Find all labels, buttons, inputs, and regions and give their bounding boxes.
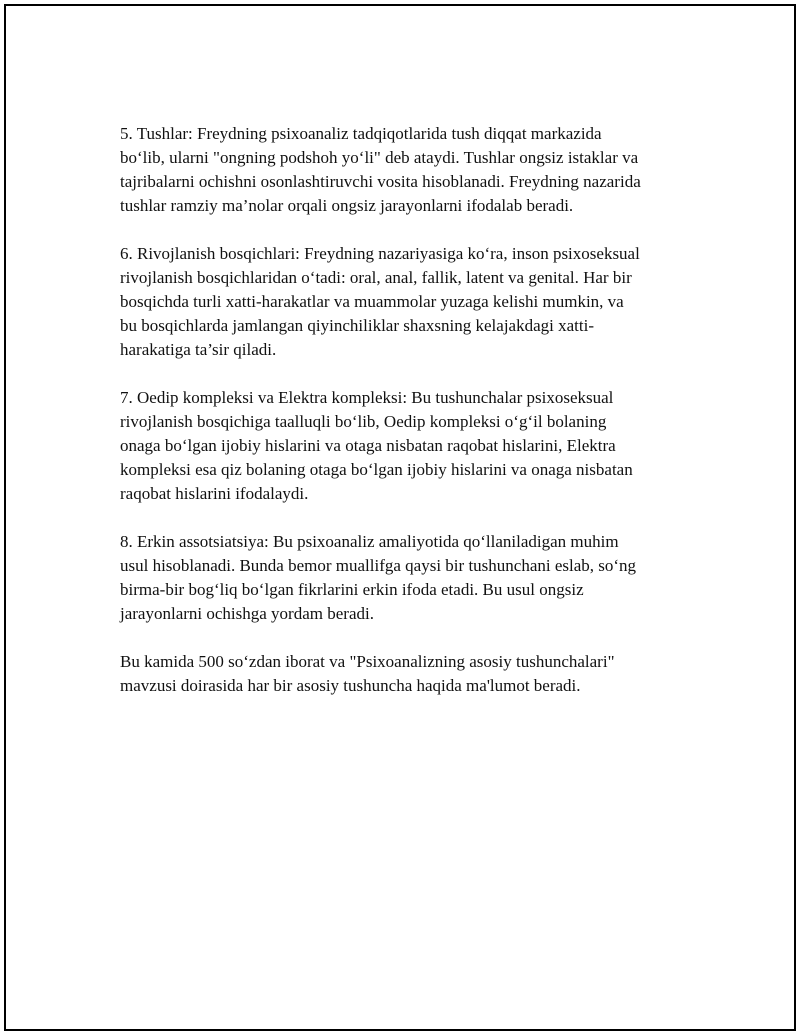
text-line: Bu kamida 500 so‘zdan iborat va "Psixoanalizning asosiy tushunchalari" <box>120 652 615 671</box>
text-line: tajribalarni ochishni osonlashtiruvchi vosita hisoblanadi. Freydning nazarida <box>120 172 641 191</box>
paragraph-free-association <box>120 530 700 626</box>
text-line: birma-bir bog‘liq bo‘lgan fikrlarini erkin ifoda etadi. Bu usul ongsiz <box>120 580 584 599</box>
paragraph-oedipus-electra <box>120 386 700 506</box>
text-line: bu bosqichlarda jamlangan qiyinchiliklar shaxsning kelajakdagi xatti- <box>120 316 594 335</box>
text-line: rivojlanish bosqichiga taalluqli bo‘lib, Oedip kompleksi o‘g‘il bolaning <box>120 412 607 431</box>
text-line: tushlar ramziy ma’nolar orqali ongsiz jarayonlarni ifodalab beradi. <box>120 196 574 215</box>
text-line: raqobat hislarini ifodalaydi. <box>120 484 309 503</box>
paragraph-summary <box>120 650 700 698</box>
document-page <box>4 4 796 1031</box>
text-line: kompleksi esa qiz bolaning otaga bo‘lgan ijobiy hislarini va onaga nisbatan <box>120 460 633 479</box>
text-line: mavzusi doirasida har bir asosiy tushuncha haqida ma'lumot beradi. <box>120 676 581 695</box>
paragraph-dreams <box>120 122 700 218</box>
text-line: 5. Tushlar: Freydning psixoanaliz tadqiqotlarida tush diqqat markazida <box>120 124 602 143</box>
text-line: harakatiga ta’sir qiladi. <box>120 340 277 359</box>
text-line: rivojlanish bosqichlaridan o‘tadi: oral, anal, fallik, latent va genital. Har bir <box>120 268 632 287</box>
text-line: onaga bo‘lgan ijobiy hislarini va otaga nisbatan raqobat hislarini, Elektra <box>120 436 616 455</box>
text-line: 6. Rivojlanish bosqichlari: Freydning nazariyasiga ko‘ra, inson psixoseksual <box>120 244 640 263</box>
text-line: bo‘lib, ularni "ongning podshoh yo‘li" deb ataydi. Tushlar ongsiz istaklar va <box>120 148 639 167</box>
text-line: bosqichda turli xatti-harakatlar va muammolar yuzaga kelishi mumkin, va <box>120 292 624 311</box>
paragraph-development-stages <box>120 242 700 362</box>
text-line: 7. Oedip kompleksi va Elektra kompleksi: Bu tushunchalar psixoseksual <box>120 388 614 407</box>
text-line: jarayonlarni ochishga yordam beradi. <box>120 604 374 623</box>
text-line: usul hisoblanadi. Bunda bemor muallifga qaysi bir tushunchani eslab, so‘ng <box>120 556 637 575</box>
text-line: 8. Erkin assotsiatsiya: Bu psixoanaliz amaliyotida qo‘llaniladigan muhim <box>120 532 619 551</box>
document-body <box>120 122 700 722</box>
